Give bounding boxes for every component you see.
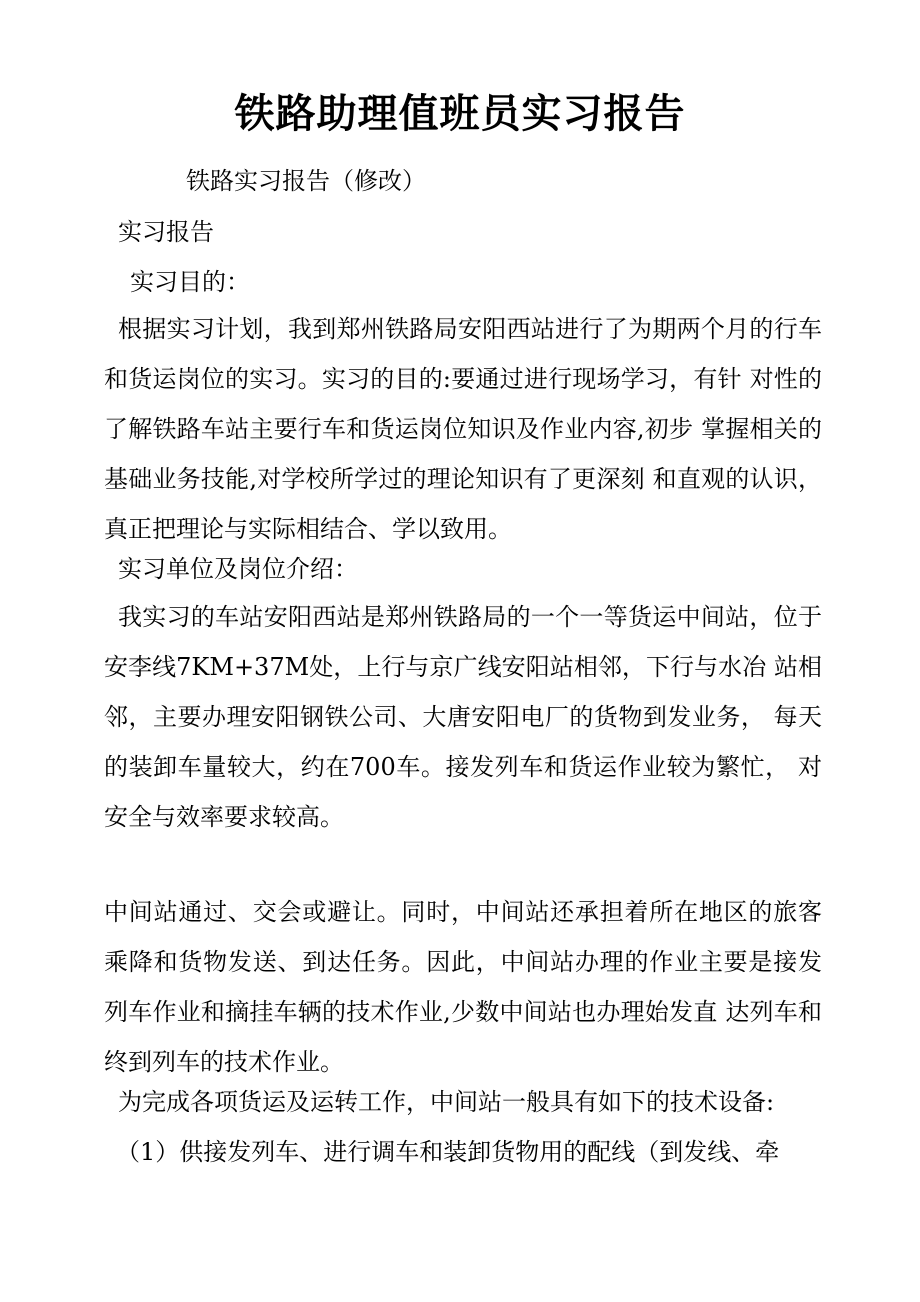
paragraph-equipment: 为完成各项货运及运转工作，中间站一般具有如下的技术设备:	[118, 1088, 775, 1116]
page-title: 铁路助理值班员实习报告	[234, 90, 686, 137]
heading-purpose: 实习目的：	[130, 268, 250, 296]
heading-report: 实习报告	[118, 218, 214, 246]
paragraph-station: 中间站通过、交会或避让。同时，中间站还承担着所在地区的旅客乘降和货物发送、到达任务。因此，中间站办理的作业主要是接发列车作业和摘挂车辆的技术作业,少数中间站也办理始发直 达列车和终到列车的技术作业。	[104, 898, 822, 1076]
list-item-1: （1）供接发列车、进行调车和装卸货物用的配线（到发线、牵	[116, 1138, 780, 1166]
subtitle: 铁路实习报告（修改）	[186, 167, 426, 195]
paragraph-purpose: 根据实习计划，我到郑州铁路局安阳西站进行了为期两个月的行车和货运岗位的实习。实习的目的:要通过进行现场学习，有针 对性的了解铁路车站主要行车和货运岗位知识及作业内容,初步 掌握相关的基础业务技能,对学校所学过的理论知识有了更深刻 和直观的认识，真正把理论与实际相结合、学以致用。	[104, 315, 822, 543]
heading-unit: 实习单位及岗位介绍：	[118, 555, 358, 583]
paragraph-unit: 我实习的车站安阳西站是郑州铁路局的一个一等货运中间站，位于安李线7KM+37M处，上行与京广线安阳站相邻，下行与水冶 站相邻，主要办理安阳钢铁公司、大唐安阳电厂的货物到发业务， 每天的装卸车量较大，约在700车。接发列车和货运作业较为繁忙， 对安全与效率要求较高。	[104, 603, 822, 831]
